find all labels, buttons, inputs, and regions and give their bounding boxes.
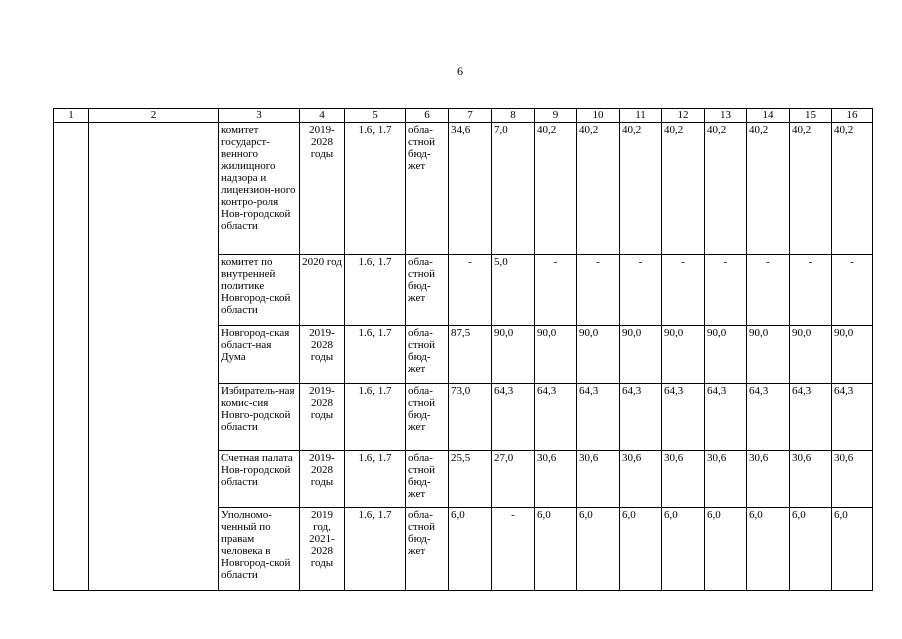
period-cell: 2019 год, 2021-2028 годы (300, 508, 345, 591)
empty-cell-col2 (89, 123, 219, 591)
value-cell: - (747, 255, 790, 326)
value-cell: - (790, 255, 832, 326)
value-cell: 30,6 (705, 451, 747, 508)
column-header: 1 (54, 109, 89, 123)
source-cell: обла-стной бюд-жет (406, 326, 449, 384)
value-cell: 27,0 (492, 451, 535, 508)
source-cell: обла-стной бюд-жет (406, 123, 449, 255)
value-cell: 64,3 (705, 384, 747, 451)
budget-table (53, 108, 873, 591)
value-cell: 6,0 (662, 508, 705, 591)
column-header: 6 (406, 109, 449, 123)
period-cell: 2020 год (300, 255, 345, 326)
task-cell: 1.6, 1.7 (345, 451, 406, 508)
source-cell: обла-стной бюд-жет (406, 451, 449, 508)
value-cell: 40,2 (535, 123, 577, 255)
value-cell: 6,0 (620, 508, 662, 591)
source-cell: обла-стной бюд-жет (406, 508, 449, 591)
value-cell: - (535, 255, 577, 326)
column-header: 12 (662, 109, 705, 123)
period-cell: 2019-2028 годы (300, 123, 345, 255)
value-cell: 64,3 (535, 384, 577, 451)
value-cell: - (705, 255, 747, 326)
column-header: 11 (620, 109, 662, 123)
header-row (54, 109, 873, 123)
task-cell: 1.6, 1.7 (345, 255, 406, 326)
column-header: 9 (535, 109, 577, 123)
value-cell: 64,3 (577, 384, 620, 451)
column-header: 14 (747, 109, 790, 123)
page-number: 6 (457, 64, 463, 78)
value-cell: 90,0 (577, 326, 620, 384)
value-cell: 7,0 (492, 123, 535, 255)
value-cell: 30,6 (832, 451, 873, 508)
value-cell: - (832, 255, 873, 326)
value-cell: 90,0 (662, 326, 705, 384)
period-cell: 2019-2028 годы (300, 326, 345, 384)
value-cell: 87,5 (449, 326, 492, 384)
value-cell: 6,0 (535, 508, 577, 591)
value-cell: 30,6 (790, 451, 832, 508)
value-cell: 40,2 (620, 123, 662, 255)
column-header: 4 (300, 109, 345, 123)
value-cell: 6,0 (832, 508, 873, 591)
task-cell: 1.6, 1.7 (345, 384, 406, 451)
source-cell: обла-стной бюд-жет (406, 384, 449, 451)
value-cell: 6,0 (577, 508, 620, 591)
value-cell: 64,3 (747, 384, 790, 451)
value-cell: 90,0 (832, 326, 873, 384)
value-cell: 30,6 (535, 451, 577, 508)
value-cell: 73,0 (449, 384, 492, 451)
column-header: 15 (790, 109, 832, 123)
column-header: 5 (345, 109, 406, 123)
value-cell: - (662, 255, 705, 326)
column-header: 10 (577, 109, 620, 123)
column-header: 16 (832, 109, 873, 123)
value-cell: 40,2 (747, 123, 790, 255)
column-header: 8 (492, 109, 535, 123)
value-cell: 6,0 (747, 508, 790, 591)
value-cell: 30,6 (577, 451, 620, 508)
executor-cell: комитет по внутренней политике Новгород-ской области (219, 255, 300, 326)
executor-cell: Новгород-ская област-ная Дума (219, 326, 300, 384)
value-cell: 90,0 (620, 326, 662, 384)
value-cell: 90,0 (492, 326, 535, 384)
executor-cell: комитет государст-венного жилищного надзора и лицензион-ного контро-роля Нов-городской области (219, 123, 300, 255)
value-cell: 40,2 (662, 123, 705, 255)
value-cell: - (620, 255, 662, 326)
table-row (54, 123, 873, 255)
value-cell: 5,0 (492, 255, 535, 326)
task-cell: 1.6, 1.7 (345, 123, 406, 255)
source-cell: обла-стной бюд-жет (406, 255, 449, 326)
value-cell: 90,0 (705, 326, 747, 384)
column-header: 3 (219, 109, 300, 123)
value-cell: 64,3 (492, 384, 535, 451)
task-cell: 1.6, 1.7 (345, 326, 406, 384)
value-cell: - (492, 508, 535, 591)
column-header: 2 (89, 109, 219, 123)
value-cell: - (577, 255, 620, 326)
period-cell: 2019-2028 годы (300, 451, 345, 508)
value-cell: 64,3 (662, 384, 705, 451)
value-cell: 90,0 (790, 326, 832, 384)
column-header: 13 (705, 109, 747, 123)
value-cell: 40,2 (832, 123, 873, 255)
period-cell: 2019-2028 годы (300, 384, 345, 451)
value-cell: - (449, 255, 492, 326)
value-cell: 30,6 (747, 451, 790, 508)
value-cell: 64,3 (620, 384, 662, 451)
value-cell: 40,2 (577, 123, 620, 255)
executor-cell: Уполномо-ченный по правам человека в Новгород-ской области (219, 508, 300, 591)
value-cell: 6,0 (705, 508, 747, 591)
value-cell: 34,6 (449, 123, 492, 255)
task-cell: 1.6, 1.7 (345, 508, 406, 591)
value-cell: 64,3 (790, 384, 832, 451)
value-cell: 30,6 (620, 451, 662, 508)
value-cell: 6,0 (790, 508, 832, 591)
value-cell: 25,5 (449, 451, 492, 508)
value-cell: 64,3 (832, 384, 873, 451)
value-cell: 90,0 (535, 326, 577, 384)
value-cell: 40,2 (790, 123, 832, 255)
value-cell: 6,0 (449, 508, 492, 591)
executor-cell: Счетная палата Нов-городской области (219, 451, 300, 508)
value-cell: 30,6 (662, 451, 705, 508)
value-cell: 40,2 (705, 123, 747, 255)
value-cell: 90,0 (747, 326, 790, 384)
empty-cell-col1 (54, 123, 89, 591)
column-header: 7 (449, 109, 492, 123)
executor-cell: Избиратель-ная комис-сия Новго-родской области (219, 384, 300, 451)
